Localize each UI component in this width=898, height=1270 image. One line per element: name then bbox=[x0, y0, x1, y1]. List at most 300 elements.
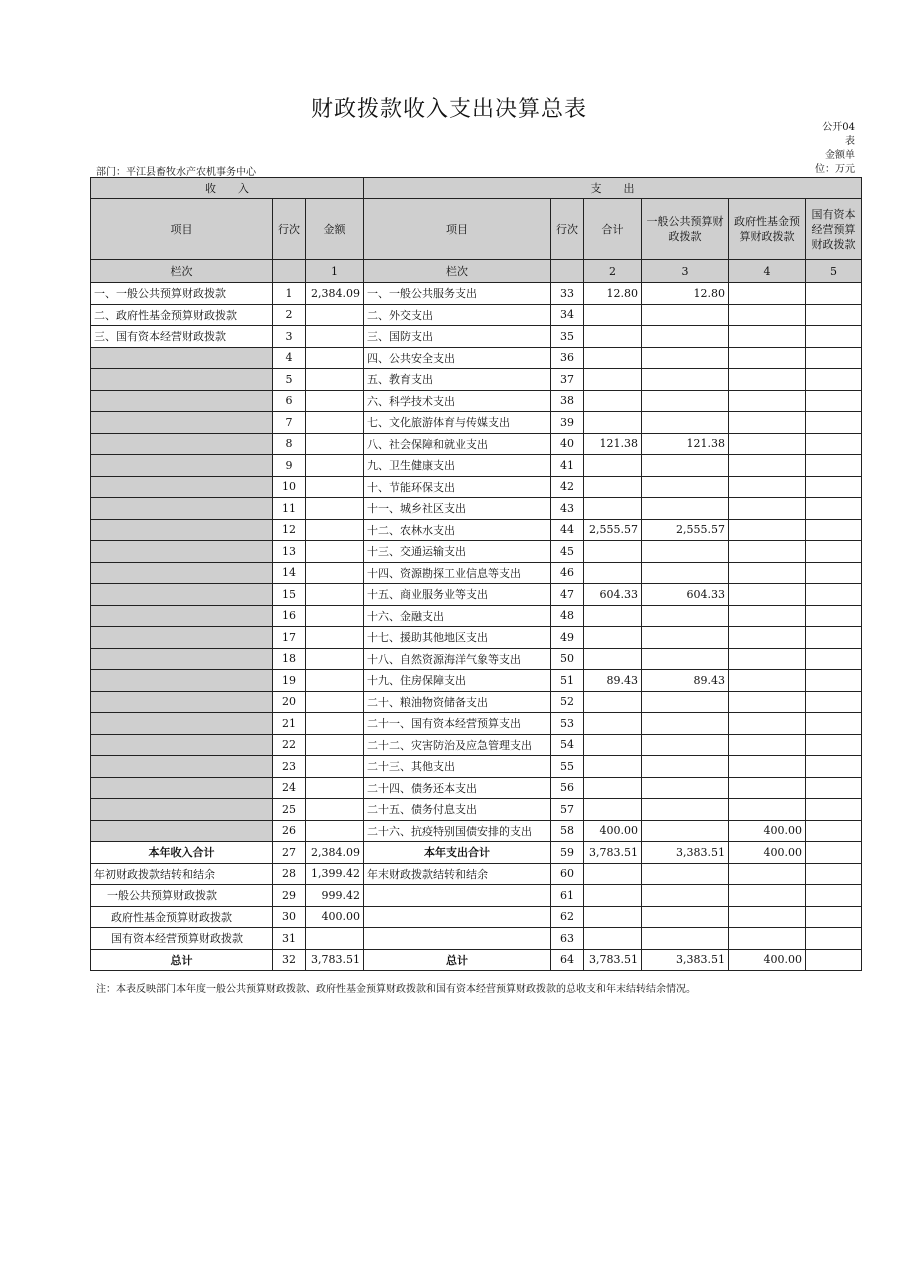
expense-item: 七、文化旅游体育与传媒支出 bbox=[364, 412, 551, 434]
income-line-no: 24 bbox=[273, 777, 306, 799]
income-line-no: 25 bbox=[273, 799, 306, 821]
expense-fund bbox=[729, 476, 806, 498]
expense-total bbox=[584, 562, 642, 584]
expense-line-no: 52 bbox=[551, 691, 584, 713]
expense-item: 八、社会保障和就业支出 bbox=[364, 433, 551, 455]
budget-table bbox=[90, 177, 862, 971]
expense-total: 400.00 bbox=[584, 820, 642, 842]
income-item bbox=[91, 713, 273, 735]
income-item bbox=[91, 605, 273, 627]
expense-soe bbox=[806, 519, 862, 541]
expense-item: 二十六、抗疫特别国债安排的支出 bbox=[364, 820, 551, 842]
income-amount bbox=[306, 541, 364, 563]
expense-general bbox=[642, 627, 729, 649]
expense-line-no: 55 bbox=[551, 756, 584, 778]
income-line-no: 16 bbox=[273, 605, 306, 627]
table-row bbox=[91, 283, 862, 305]
expense-general bbox=[642, 734, 729, 756]
table-row bbox=[91, 648, 862, 670]
income-line-no: 8 bbox=[273, 433, 306, 455]
expense-line-no: 39 bbox=[551, 412, 584, 434]
table-row bbox=[91, 756, 862, 778]
expense-line-no: 33 bbox=[551, 283, 584, 305]
table-row bbox=[91, 777, 862, 799]
expense-item: 十一、城乡社区支出 bbox=[364, 498, 551, 520]
expense-total bbox=[584, 347, 642, 369]
expense-general: 121.38 bbox=[642, 433, 729, 455]
expense-item: 十七、援助其他地区支出 bbox=[364, 627, 551, 649]
income-amount bbox=[306, 519, 364, 541]
income-line-no: 27 bbox=[273, 842, 306, 864]
income-item bbox=[91, 369, 273, 391]
expense-general bbox=[642, 562, 729, 584]
expense-fund bbox=[729, 756, 806, 778]
expense-line-no: 57 bbox=[551, 799, 584, 821]
header-line-no2: 行次 bbox=[551, 199, 584, 260]
expense-fund bbox=[729, 648, 806, 670]
expense-soe bbox=[806, 670, 862, 692]
income-line-no: 17 bbox=[273, 627, 306, 649]
expense-general: 3,383.51 bbox=[642, 949, 729, 971]
expense-soe bbox=[806, 863, 862, 885]
expense-total: 12.80 bbox=[584, 283, 642, 305]
expense-general bbox=[642, 713, 729, 735]
table-row bbox=[91, 541, 862, 563]
income-line-no: 15 bbox=[273, 584, 306, 606]
income-line-no: 10 bbox=[273, 476, 306, 498]
expense-item: 三、国防支出 bbox=[364, 326, 551, 348]
income-line-no: 12 bbox=[273, 519, 306, 541]
expense-general: 89.43 bbox=[642, 670, 729, 692]
income-item bbox=[91, 670, 273, 692]
income-band: 收 入 bbox=[91, 178, 364, 199]
expense-general bbox=[642, 541, 729, 563]
expense-line-no: 54 bbox=[551, 734, 584, 756]
expense-general: 604.33 bbox=[642, 584, 729, 606]
income-line-no: 19 bbox=[273, 670, 306, 692]
expense-line-no: 63 bbox=[551, 928, 584, 950]
expense-soe bbox=[806, 713, 862, 735]
expense-line-no: 46 bbox=[551, 562, 584, 584]
expense-total: 3,783.51 bbox=[584, 949, 642, 971]
income-item: 总计 bbox=[91, 949, 273, 971]
expense-fund bbox=[729, 283, 806, 305]
income-amount bbox=[306, 691, 364, 713]
income-amount bbox=[306, 777, 364, 799]
expense-fund bbox=[729, 863, 806, 885]
expense-item: 五、教育支出 bbox=[364, 369, 551, 391]
income-amount bbox=[306, 347, 364, 369]
income-amount bbox=[306, 498, 364, 520]
expense-item: 六、科学技术支出 bbox=[364, 390, 551, 412]
expense-general: 2,555.57 bbox=[642, 519, 729, 541]
income-item bbox=[91, 691, 273, 713]
income-amount bbox=[306, 326, 364, 348]
expense-general bbox=[642, 777, 729, 799]
expense-soe bbox=[806, 627, 862, 649]
expense-line-no: 44 bbox=[551, 519, 584, 541]
expense-item: 十五、商业服务业等支出 bbox=[364, 584, 551, 606]
expense-line-no: 56 bbox=[551, 777, 584, 799]
header-total: 合计 bbox=[584, 199, 642, 260]
expense-general bbox=[642, 605, 729, 627]
expense-line-no: 53 bbox=[551, 713, 584, 735]
expense-item: 九、卫生健康支出 bbox=[364, 455, 551, 477]
expense-total bbox=[584, 326, 642, 348]
income-item bbox=[91, 562, 273, 584]
expense-fund bbox=[729, 326, 806, 348]
expense-total bbox=[584, 390, 642, 412]
expense-general bbox=[642, 799, 729, 821]
income-line-no: 28 bbox=[273, 863, 306, 885]
expense-fund bbox=[729, 562, 806, 584]
expense-item: 十八、自然资源海洋气象等支出 bbox=[364, 648, 551, 670]
expense-fund: 400.00 bbox=[729, 949, 806, 971]
income-amount bbox=[306, 584, 364, 606]
income-item bbox=[91, 627, 273, 649]
income-item bbox=[91, 734, 273, 756]
income-line-no: 32 bbox=[273, 949, 306, 971]
income-item bbox=[91, 433, 273, 455]
expense-fund: 400.00 bbox=[729, 820, 806, 842]
expense-general bbox=[642, 498, 729, 520]
form-code-label: 公开04表 bbox=[822, 122, 855, 147]
expense-general bbox=[642, 648, 729, 670]
expense-fund bbox=[729, 347, 806, 369]
expense-item: 一、一般公共服务支出 bbox=[364, 283, 551, 305]
expense-general bbox=[642, 756, 729, 778]
expense-band: 支 出 bbox=[364, 178, 862, 199]
expense-item bbox=[364, 928, 551, 950]
expense-fund bbox=[729, 928, 806, 950]
income-line-no: 7 bbox=[273, 412, 306, 434]
expense-fund bbox=[729, 799, 806, 821]
expense-fund bbox=[729, 369, 806, 391]
table-row bbox=[91, 498, 862, 520]
header-general: 一般公共预算财政拨款 bbox=[642, 199, 729, 260]
expense-line-no: 43 bbox=[551, 498, 584, 520]
income-item: 国有资本经营预算财政拨款 bbox=[91, 928, 273, 950]
income-item bbox=[91, 584, 273, 606]
expense-soe bbox=[806, 369, 862, 391]
income-amount: 400.00 bbox=[306, 906, 364, 928]
table-row bbox=[91, 562, 862, 584]
expense-fund bbox=[729, 670, 806, 692]
expense-general: 12.80 bbox=[642, 283, 729, 305]
expense-line-no: 35 bbox=[551, 326, 584, 348]
col-3: 3 bbox=[642, 260, 729, 283]
expense-total bbox=[584, 777, 642, 799]
expense-soe bbox=[806, 820, 862, 842]
expense-fund bbox=[729, 412, 806, 434]
expense-line-no: 36 bbox=[551, 347, 584, 369]
expense-line-no: 48 bbox=[551, 605, 584, 627]
expense-soe bbox=[806, 390, 862, 412]
income-item: 三、国有资本经营财政拨款 bbox=[91, 326, 273, 348]
expense-fund bbox=[729, 519, 806, 541]
expense-item bbox=[364, 885, 551, 907]
expense-total bbox=[584, 541, 642, 563]
col-1: 1 bbox=[306, 260, 364, 283]
income-line-no: 20 bbox=[273, 691, 306, 713]
income-line-no: 23 bbox=[273, 756, 306, 778]
expense-item: 二、外交支出 bbox=[364, 304, 551, 326]
income-item bbox=[91, 412, 273, 434]
income-amount: 999.42 bbox=[306, 885, 364, 907]
income-amount bbox=[306, 304, 364, 326]
income-amount bbox=[306, 369, 364, 391]
expense-soe bbox=[806, 928, 862, 950]
table-row bbox=[91, 347, 862, 369]
expense-line-no: 51 bbox=[551, 670, 584, 692]
expense-total bbox=[584, 627, 642, 649]
expense-item: 二十、粮油物资储备支出 bbox=[364, 691, 551, 713]
table-row bbox=[91, 455, 862, 477]
expense-general bbox=[642, 906, 729, 928]
income-amount bbox=[306, 390, 364, 412]
table-row bbox=[91, 584, 862, 606]
expense-line-no: 34 bbox=[551, 304, 584, 326]
year-total-row bbox=[91, 842, 862, 864]
expense-fund bbox=[729, 627, 806, 649]
table-row bbox=[91, 412, 862, 434]
income-line-no: 3 bbox=[273, 326, 306, 348]
expense-line-no: 59 bbox=[551, 842, 584, 864]
expense-fund bbox=[729, 885, 806, 907]
expense-fund bbox=[729, 906, 806, 928]
expense-soe bbox=[806, 347, 862, 369]
expense-soe bbox=[806, 476, 862, 498]
expense-line-no: 61 bbox=[551, 885, 584, 907]
header-item2: 项目 bbox=[364, 199, 551, 260]
income-amount bbox=[306, 627, 364, 649]
income-line-no: 22 bbox=[273, 734, 306, 756]
header-item: 项目 bbox=[91, 199, 273, 260]
expense-item: 十三、交通运输支出 bbox=[364, 541, 551, 563]
expense-line-no: 58 bbox=[551, 820, 584, 842]
col-label2: 栏次 bbox=[364, 260, 551, 283]
expense-item: 年末财政拨款结转和结余 bbox=[364, 863, 551, 885]
expense-general bbox=[642, 820, 729, 842]
expense-total bbox=[584, 455, 642, 477]
expense-fund bbox=[729, 691, 806, 713]
carryover-row bbox=[91, 928, 862, 950]
table-row bbox=[91, 304, 862, 326]
income-item: 年初财政拨款结转和结余 bbox=[91, 863, 273, 885]
expense-line-no: 40 bbox=[551, 433, 584, 455]
table-row bbox=[91, 734, 862, 756]
expense-total bbox=[584, 906, 642, 928]
col-4: 4 bbox=[729, 260, 806, 283]
expense-fund bbox=[729, 498, 806, 520]
expense-line-no: 49 bbox=[551, 627, 584, 649]
income-item bbox=[91, 820, 273, 842]
table-row bbox=[91, 519, 862, 541]
income-amount: 2,384.09 bbox=[306, 283, 364, 305]
col-blank bbox=[273, 260, 306, 283]
expense-soe bbox=[806, 842, 862, 864]
income-item: 一般公共预算财政拨款 bbox=[91, 885, 273, 907]
col-2: 2 bbox=[584, 260, 642, 283]
expense-total: 604.33 bbox=[584, 584, 642, 606]
expense-total bbox=[584, 412, 642, 434]
expense-soe bbox=[806, 885, 862, 907]
income-item: 一、一般公共预算财政拨款 bbox=[91, 283, 273, 305]
table-row bbox=[91, 326, 862, 348]
unit-label: 金额单位：万元 bbox=[815, 150, 855, 175]
expense-soe bbox=[806, 691, 862, 713]
expense-item: 十二、农林水支出 bbox=[364, 519, 551, 541]
expense-total: 3,783.51 bbox=[584, 842, 642, 864]
expense-total bbox=[584, 498, 642, 520]
income-item bbox=[91, 648, 273, 670]
carryover-row bbox=[91, 885, 862, 907]
expense-total: 2,555.57 bbox=[584, 519, 642, 541]
income-amount bbox=[306, 605, 364, 627]
income-amount bbox=[306, 476, 364, 498]
expense-general bbox=[642, 304, 729, 326]
income-line-no: 13 bbox=[273, 541, 306, 563]
expense-line-no: 50 bbox=[551, 648, 584, 670]
expense-line-no: 41 bbox=[551, 455, 584, 477]
income-item: 政府性基金预算财政拨款 bbox=[91, 906, 273, 928]
expense-item: 本年支出合计 bbox=[364, 842, 551, 864]
expense-soe bbox=[806, 433, 862, 455]
expense-line-no: 45 bbox=[551, 541, 584, 563]
table-row bbox=[91, 670, 862, 692]
expense-soe bbox=[806, 584, 862, 606]
table-row bbox=[91, 369, 862, 391]
header-fund: 政府性基金预算财政拨款 bbox=[729, 199, 806, 260]
expense-line-no: 62 bbox=[551, 906, 584, 928]
col-5: 5 bbox=[806, 260, 862, 283]
expense-line-no: 47 bbox=[551, 584, 584, 606]
expense-total bbox=[584, 713, 642, 735]
expense-item: 二十二、灾害防治及应急管理支出 bbox=[364, 734, 551, 756]
expense-fund bbox=[729, 734, 806, 756]
expense-soe bbox=[806, 799, 862, 821]
expense-total bbox=[584, 756, 642, 778]
header-soe: 国有资本经营预算财政拨款 bbox=[806, 199, 862, 260]
income-line-no: 5 bbox=[273, 369, 306, 391]
income-line-no: 6 bbox=[273, 390, 306, 412]
income-item bbox=[91, 455, 273, 477]
income-item bbox=[91, 390, 273, 412]
expense-total bbox=[584, 885, 642, 907]
income-line-no: 11 bbox=[273, 498, 306, 520]
expense-general bbox=[642, 476, 729, 498]
expense-fund bbox=[729, 584, 806, 606]
income-line-no: 1 bbox=[273, 283, 306, 305]
expense-item: 二十五、债务付息支出 bbox=[364, 799, 551, 821]
expense-fund bbox=[729, 304, 806, 326]
income-amount bbox=[306, 670, 364, 692]
page-title: 财政拨款收入支出决算总表 bbox=[310, 97, 587, 122]
income-amount bbox=[306, 820, 364, 842]
expense-soe bbox=[806, 304, 862, 326]
income-amount bbox=[306, 713, 364, 735]
income-item bbox=[91, 777, 273, 799]
expense-item: 十九、住房保障支出 bbox=[364, 670, 551, 692]
expense-soe bbox=[806, 777, 862, 799]
col-label: 栏次 bbox=[91, 260, 273, 283]
expense-soe bbox=[806, 605, 862, 627]
expense-item: 二十三、其他支出 bbox=[364, 756, 551, 778]
column-number-row bbox=[91, 260, 862, 283]
expense-general bbox=[642, 412, 729, 434]
expense-line-no: 64 bbox=[551, 949, 584, 971]
income-amount bbox=[306, 562, 364, 584]
expense-item: 十、节能环保支出 bbox=[364, 476, 551, 498]
expense-total: 89.43 bbox=[584, 670, 642, 692]
carryover-row bbox=[91, 863, 862, 885]
expense-total bbox=[584, 863, 642, 885]
income-amount bbox=[306, 799, 364, 821]
expense-total bbox=[584, 304, 642, 326]
header-amount: 金额 bbox=[306, 199, 364, 260]
income-item: 本年收入合计 bbox=[91, 842, 273, 864]
income-amount bbox=[306, 756, 364, 778]
table-row bbox=[91, 476, 862, 498]
income-item bbox=[91, 498, 273, 520]
income-item bbox=[91, 347, 273, 369]
income-line-no: 30 bbox=[273, 906, 306, 928]
income-item bbox=[91, 756, 273, 778]
expense-fund bbox=[729, 713, 806, 735]
expense-general bbox=[642, 691, 729, 713]
expense-general bbox=[642, 347, 729, 369]
expense-soe bbox=[806, 756, 862, 778]
income-line-no: 29 bbox=[273, 885, 306, 907]
table-row bbox=[91, 713, 862, 735]
table-row bbox=[91, 799, 862, 821]
income-line-no: 26 bbox=[273, 820, 306, 842]
income-amount bbox=[306, 928, 364, 950]
col-blank2 bbox=[551, 260, 584, 283]
expense-item: 二十一、国有资本经营预算支出 bbox=[364, 713, 551, 735]
table-row bbox=[91, 433, 862, 455]
expense-soe bbox=[806, 734, 862, 756]
income-amount: 3,783.51 bbox=[306, 949, 364, 971]
expense-item: 四、公共安全支出 bbox=[364, 347, 551, 369]
header-row bbox=[91, 199, 862, 260]
expense-total bbox=[584, 799, 642, 821]
income-line-no: 31 bbox=[273, 928, 306, 950]
income-line-no: 14 bbox=[273, 562, 306, 584]
expense-item: 十四、资源勘探工业信息等支出 bbox=[364, 562, 551, 584]
expense-line-no: 60 bbox=[551, 863, 584, 885]
income-amount bbox=[306, 648, 364, 670]
income-amount bbox=[306, 412, 364, 434]
expense-item: 总计 bbox=[364, 949, 551, 971]
expense-fund bbox=[729, 605, 806, 627]
expense-soe bbox=[806, 455, 862, 477]
expense-soe bbox=[806, 498, 862, 520]
expense-fund bbox=[729, 433, 806, 455]
form-code bbox=[815, 121, 855, 177]
expense-item bbox=[364, 906, 551, 928]
expense-line-no: 37 bbox=[551, 369, 584, 391]
table-row bbox=[91, 691, 862, 713]
expense-soe bbox=[806, 541, 862, 563]
income-line-no: 9 bbox=[273, 455, 306, 477]
expense-soe bbox=[806, 906, 862, 928]
income-line-no: 18 bbox=[273, 648, 306, 670]
income-amount bbox=[306, 455, 364, 477]
expense-general bbox=[642, 455, 729, 477]
expense-soe bbox=[806, 283, 862, 305]
expense-total bbox=[584, 605, 642, 627]
